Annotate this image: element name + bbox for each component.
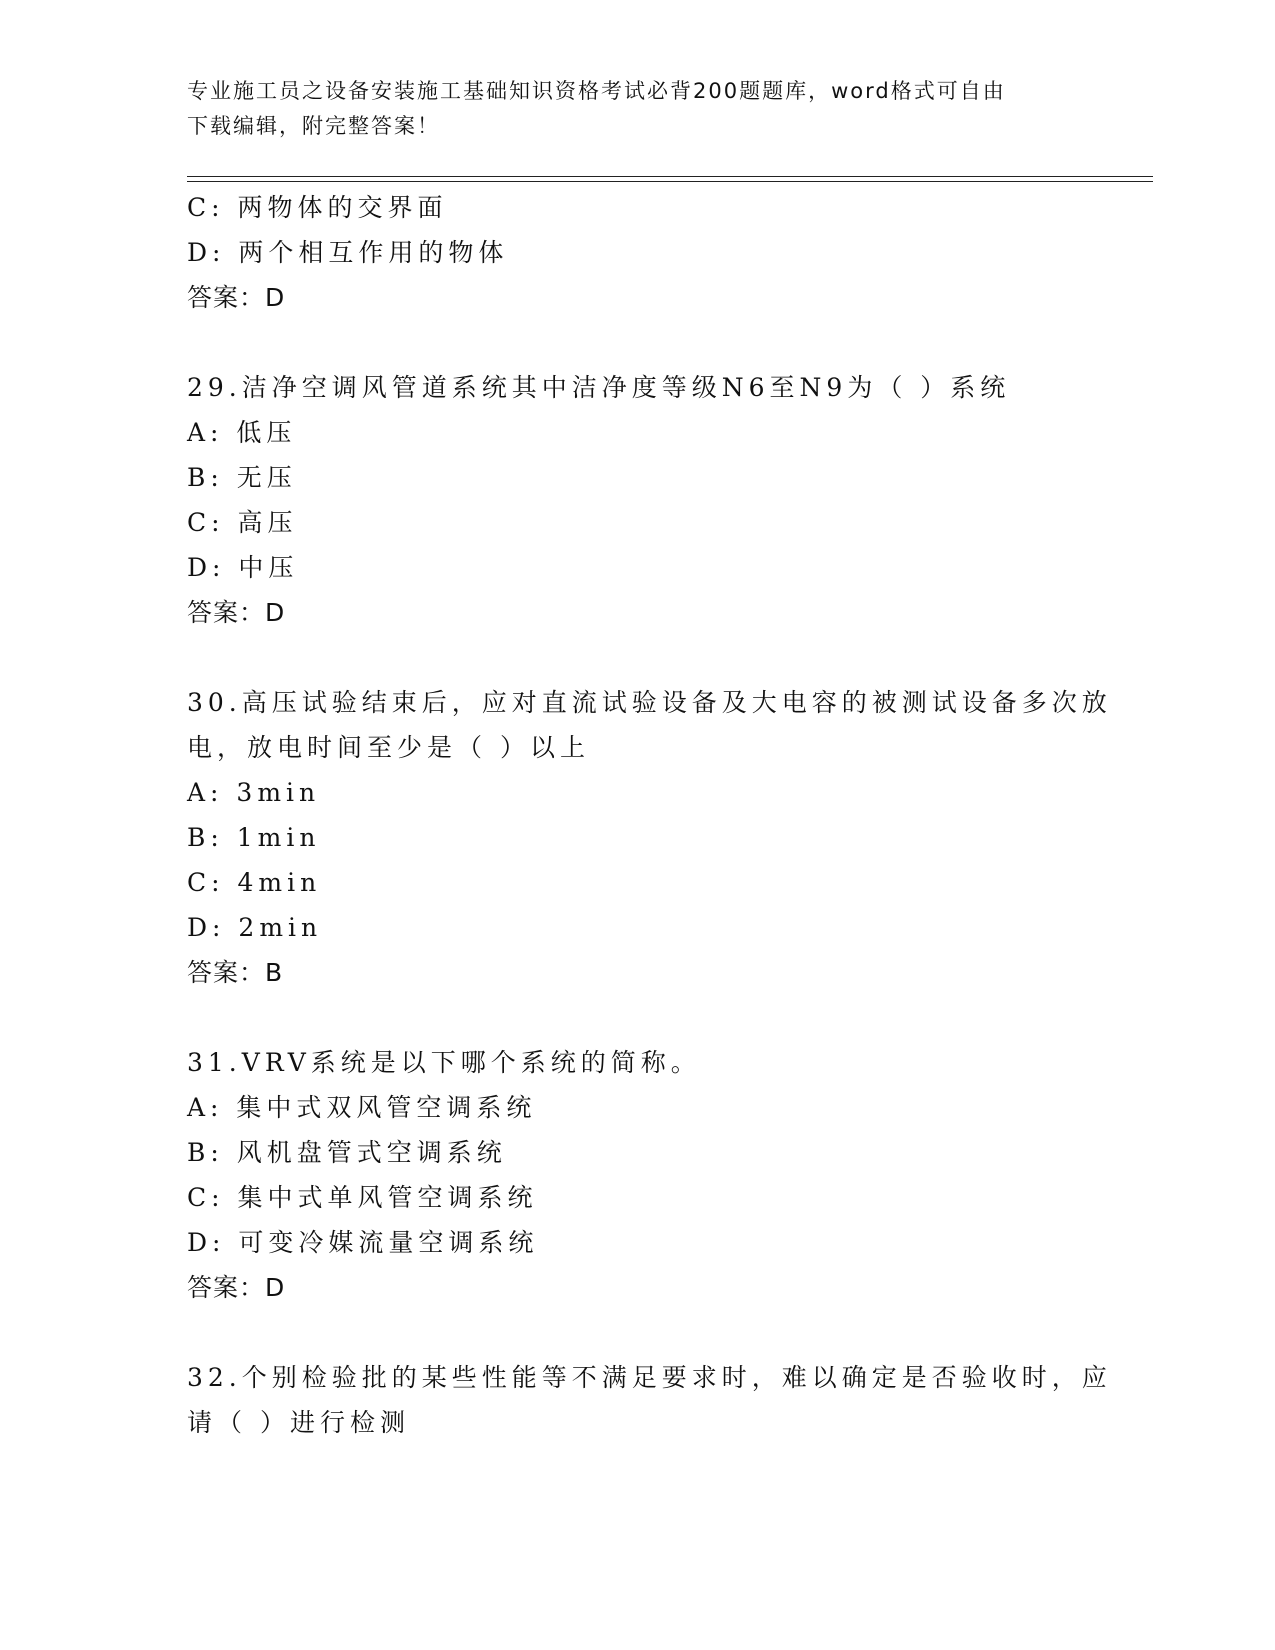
question-29-option-a: A: 低压: [187, 418, 297, 447]
question-30-option-a: A: 3min: [187, 778, 321, 807]
document-header: [187, 74, 1067, 144]
question-30-stem-line-1: 30.高压试验结束后，应对直流试验设备及大电容的被测试设备多次放: [187, 688, 1112, 717]
question-29-option-d: D: 中压: [187, 553, 299, 582]
prev-answer: 答案：D: [187, 283, 286, 312]
question-30-option-b: B: 1min: [187, 823, 321, 852]
question-30-option-c: C: 4min: [187, 868, 322, 897]
question-32-stem-line-2: 请（ ）进行检测: [187, 1408, 410, 1437]
header-title-line-2: 下载编辑，附完整答案！: [187, 114, 440, 138]
header-title-line-1: 专业施工员之设备安装施工基础知识资格考试必背200题题库，word格式可自由: [187, 79, 1006, 103]
question-31-option-a: A: 集中式双风管空调系统: [187, 1093, 537, 1122]
question-31-stem: 31.VRV系统是以下哪个系统的简称。: [187, 1048, 701, 1077]
question-30-stem-line-2: 电，放电时间至少是（ ）以上: [187, 733, 590, 762]
question-30-option-d: D: 2min: [187, 913, 323, 942]
question-29-stem: 29.洁净空调风管道系统其中洁净度等级N6至N9为（ ）系统: [187, 373, 1011, 402]
question-31-option-c: C: 集中式单风管空调系统: [187, 1183, 538, 1212]
prev-option-d: D: 两个相互作用的物体: [187, 238, 509, 267]
header-divider-top: [187, 176, 1153, 177]
question-31-option-b: B: 风机盘管式空调系统: [187, 1138, 507, 1167]
question-29-option-b: B: 无压: [187, 463, 297, 492]
header-divider-bottom: [187, 181, 1153, 182]
question-29-option-c: C: 高压: [187, 508, 298, 537]
question-30-answer: 答案：B: [187, 958, 284, 987]
question-29-answer: 答案：D: [187, 598, 286, 627]
question-32-stem-line-1: 32.个别检验批的某些性能等不满足要求时，难以确定是否验收时，应: [187, 1363, 1112, 1392]
question-31-answer: 答案：D: [187, 1273, 286, 1302]
question-31-option-d: D: 可变冷媒流量空调系统: [187, 1228, 539, 1257]
prev-option-c: C: 两物体的交界面: [187, 193, 448, 222]
